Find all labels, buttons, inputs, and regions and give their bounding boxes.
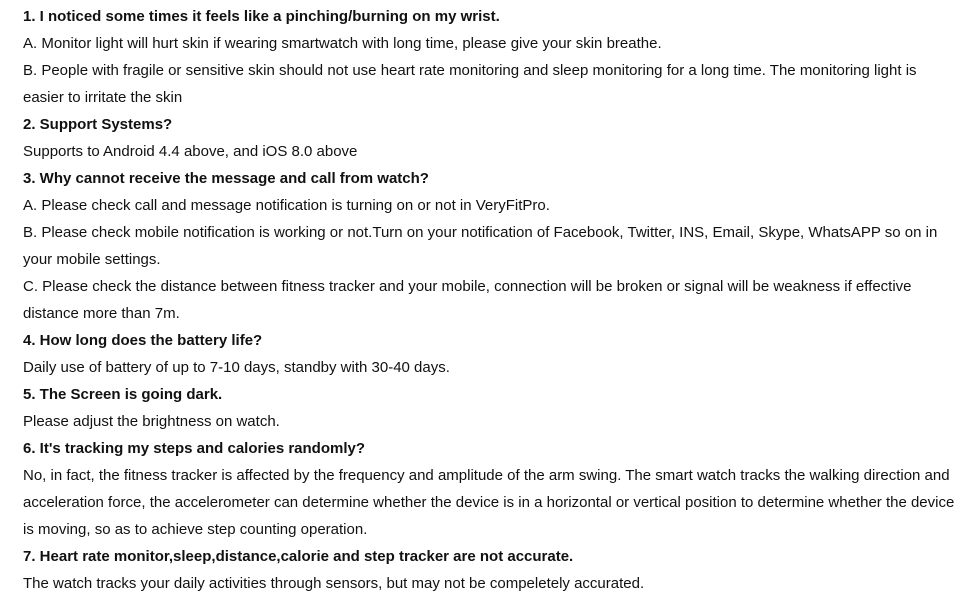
faq-answer: Supports to Android 4.4 above, and iOS 8.0 above <box>23 143 358 160</box>
faq-answer: B. People with fragile or sensitive skin should not use heart rate monitoring and sleep monitoring for a long time. The monitoring light is easier to irritate the skin <box>23 62 917 106</box>
faq-question: 6. It's tracking my steps and calories randomly? <box>23 440 366 457</box>
faq-question: 5. The Screen is going dark. <box>23 386 223 403</box>
faq-answer: B. Please check mobile notification is working or not.Turn on your notification of Facebook, Twitter, INS, Email, Skype, WhatsAPP so on in your mobile settings. <box>23 224 938 268</box>
faq-question: 3. Why cannot receive the message and call from watch? <box>23 170 429 187</box>
faq-answer: Please adjust the brightness on watch. <box>23 413 280 430</box>
faq-question: 2. Support Systems? <box>23 116 173 133</box>
faq-question: 7. Heart rate monitor,sleep,distance,calorie and step tracker are not accurate. <box>23 548 574 565</box>
faq-answer: C. Please check the distance between fitness tracker and your mobile, connection will be broken or signal will be weakness if effective distance more than 7m. <box>23 278 912 322</box>
faq-document <box>23 3 955 597</box>
faq-answer: A. Please check call and message notification is turning on or not in VeryFitPro. <box>23 197 550 214</box>
faq-answer: No, in fact, the fitness tracker is affected by the frequency and amplitude of the arm swing. The smart watch tracks the walking direction and acceleration force, the accelerometer can determine whether the device is in a horizontal or vertical position to determine whether the device is moving, so as to achieve step counting operation. <box>23 467 955 538</box>
faq-answer: Daily use of battery of up to 7-10 days, standby with 30-40 days. <box>23 359 450 376</box>
faq-question: 4. How long does the battery life? <box>23 332 263 349</box>
faq-answer: A. Monitor light will hurt skin if wearing smartwatch with long time, please give your skin breathe. <box>23 35 662 52</box>
faq-question: 1. I noticed some times it feels like a pinching/burning on my wrist. <box>23 8 500 25</box>
faq-answer: The watch tracks your daily activities through sensors, but may not be compeletely accurated. <box>23 575 645 592</box>
